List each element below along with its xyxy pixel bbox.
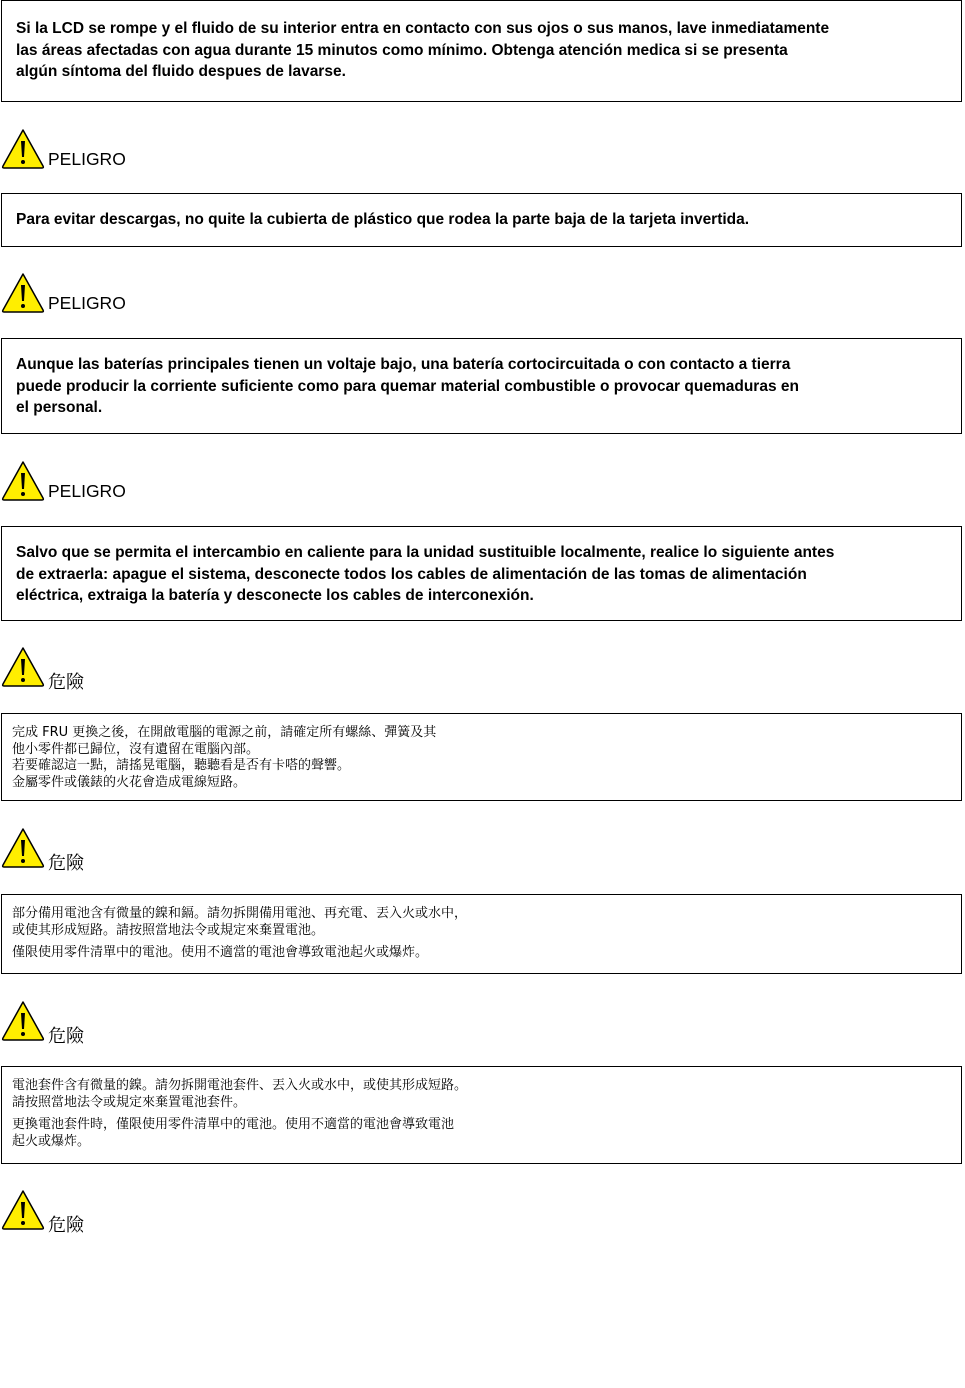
danger-label: 危險 (48, 1026, 84, 1047)
notice-box-lcd-fluid (1, 0, 962, 102)
notice-text-line: Salvo que se permita el intercambio en caliente para la unidad sustituible localmente, realice lo siguiente antes (16, 544, 835, 561)
notice-box-battery-pack (1, 1066, 962, 1164)
notice-text-line: 部分備用電池含有微量的鎳和鎘。請勿拆開備用電池、再充電、丟入火或水中， (12, 906, 468, 921)
danger-label: 危險 (48, 853, 84, 874)
notice-text-line: 完成 FRU 更換之後，在開啟電腦的電源之前，請確定所有螺絲、彈簧及其 (12, 725, 437, 740)
danger-label: 危險 (48, 1215, 84, 1236)
danger-label: PELIGRO (48, 149, 126, 169)
danger-label: PELIGRO (48, 481, 126, 501)
notice-text-line: 電池套件含有微量的鎳。請勿拆開電池套件、丟入火或水中，或使其形成短路。 (12, 1078, 468, 1093)
warning-triangle-icon (1, 272, 45, 314)
warning-triangle-icon (1, 646, 45, 688)
notice-box-hot-swap (1, 526, 962, 621)
notice-text-line: puede producir la corriente suficiente como para quemar material combustible o provocar quemaduras en (16, 377, 799, 395)
warning-triangle-icon (1, 460, 45, 502)
notice-box-plastic-cover (1, 193, 962, 247)
notice-text-line: 請按照當地法令或規定來棄置電池套件。 (12, 1094, 247, 1110)
notice-text-line: 金屬零件或儀錶的火花會造成電線短路。 (12, 774, 247, 790)
notice-text-line: 若要確認這一點，請搖晃電腦，聽聽看是否有卡嗒的聲響。 (12, 758, 351, 773)
notice-text-line: Si la LCD se rompe y el fluido de su interior entra en contacto con sus ojos o sus manos, lave inmediatamente (16, 20, 830, 37)
notice-text-line: de extraerla: apague el sistema, desconecte todos los cables de alimentación de las tomas de alimentación (16, 565, 807, 583)
notice-text-line: Para evitar descargas, no quite la cubierta de plástico que rodea la parte baja de la tarjeta invertida. (16, 211, 750, 228)
warning-triangle-icon (1, 128, 45, 170)
notice-text-line: el personal. (16, 399, 103, 416)
notice-text-line: 或使其形成短路。請按照當地法令或規定來棄置電池。 (12, 922, 325, 938)
notice-text-line: Aunque las baterías principales tienen un voltaje bajo, una batería cortocircuitada o con contacto a tierra (16, 356, 791, 373)
danger-label: 危險 (48, 672, 84, 693)
notice-text-line: 他小零件都已歸位，沒有遺留在電腦內部。 (12, 741, 260, 757)
notice-text-line: las áreas afectadas con agua durante 15 minutos como mínimo. Obtenga atención medica si se presenta (16, 41, 788, 59)
warning-triangle-icon (1, 1189, 45, 1231)
notice-box-battery-short (1, 338, 962, 434)
notice-text-line: algún síntoma del fluido despues de lavarse. (16, 63, 346, 80)
danger-label: PELIGRO (48, 293, 126, 313)
notice-text-line: 更換電池套件時，僅限使用零件清單中的電池。使用不適當的電池會導致電池 (12, 1117, 455, 1132)
notice-text-line: 僅限使用零件清單中的電池。使用不適當的電池會導致電池起火或爆炸。 (12, 945, 429, 960)
notice-box-fru-replacement (1, 713, 962, 801)
notice-box-backup-battery (1, 894, 962, 974)
notice-text-line: 起火或爆炸。 (12, 1133, 91, 1149)
warning-triangle-icon (1, 1000, 45, 1042)
warning-triangle-icon (1, 827, 45, 869)
notice-text-line: eléctrica, extraiga la batería y desconecte los cables de interconexión. (16, 587, 534, 604)
